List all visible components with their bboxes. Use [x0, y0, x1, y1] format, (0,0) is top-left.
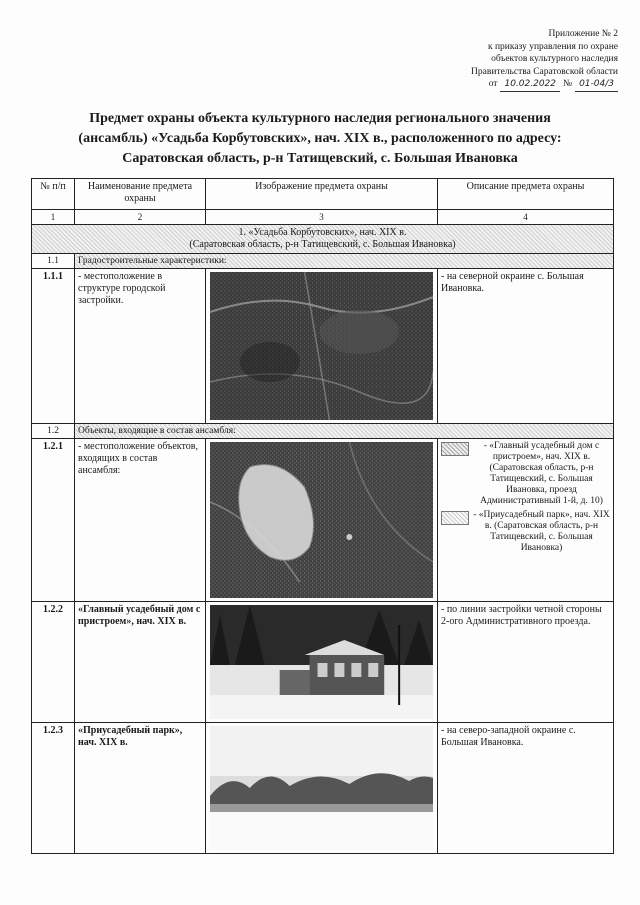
subsection-label: Объекты, входящие в состав ансамбля:: [75, 424, 614, 439]
order-date: 10.02.2022: [500, 78, 560, 92]
table-row: [32, 723, 614, 854]
col-number: 3: [206, 210, 438, 225]
subsection-num: 1.1: [32, 254, 75, 269]
row-name: «Главный усадебный дом с пристроем», нач. XIX в.: [75, 602, 206, 723]
appendix-line: Правительства Саратовской области: [471, 66, 618, 77]
order-date-number: [420, 78, 618, 92]
col-number: 1: [32, 210, 75, 225]
title-line: Саратовская область, р-н Татищевский, с. Большая Ивановка: [122, 151, 518, 166]
appendix-line: Приложение № 2: [548, 29, 618, 39]
header-desc: Описание предмета охраны: [438, 179, 614, 210]
section-line: (Саратовская область, р-н Татищевский, с. Большая Ивановка): [189, 239, 456, 250]
aerial-photo-image: [210, 272, 433, 420]
header-num: № п/п: [32, 179, 75, 210]
legend-swatch-house: [441, 442, 469, 456]
main-house-photo: [210, 605, 433, 719]
table-row: [32, 269, 614, 424]
subsection-row: [32, 424, 614, 439]
number-label: №: [563, 79, 573, 89]
subsection-row: [32, 254, 614, 269]
appendix-block: [420, 28, 618, 92]
legend-text: - «Главный усадебный дом с пристроем», нач. XIX в. (Саратовская область, р-н Татищевский, с. Большая Ивановка, проезд Административный 1-й, д. 10): [480, 441, 603, 506]
park-photo: [210, 726, 433, 850]
image-cell: [206, 269, 438, 424]
image-cell: [206, 602, 438, 723]
ensemble-map-photo: [210, 442, 433, 598]
document-title: [30, 109, 610, 169]
row-num: 1.1.1: [32, 269, 75, 424]
legend-cell: [438, 439, 614, 602]
section-row: [32, 225, 614, 254]
row-num: 1.2.2: [32, 602, 75, 723]
from-label: от: [488, 79, 498, 89]
image-cell: [206, 723, 438, 854]
row-num: 1.2.1: [32, 439, 75, 602]
header-name: Наименование предмета охраны: [75, 179, 206, 210]
subsection-label: Градостроительные характеристики:: [75, 254, 614, 269]
legend-text: - «Приусадебный парк», нач. XIX в. (Саратовская область, р-н Татищевский, с. Большая Ивановка): [473, 510, 610, 553]
image-cell: [206, 439, 438, 602]
main-house-image: [210, 605, 433, 719]
col-number: 2: [75, 210, 206, 225]
order-number: 01-04/3: [575, 78, 618, 92]
header-image: Изображение предмета охраны: [206, 179, 438, 210]
col-number: 4: [438, 210, 614, 225]
row-desc: - по линии застройки четной стороны 2-ого Административного проезда.: [438, 602, 614, 723]
title-line: Предмет охраны объекта культурного наследия регионального значения: [89, 111, 551, 126]
header-row: [32, 179, 614, 210]
appendix-line: объектов культурного наследия: [491, 54, 618, 64]
section-line: 1. «Усадьба Корбутовских», нач. XIX в.: [238, 227, 407, 238]
ensemble-map-image: [210, 442, 433, 598]
section-title: [32, 225, 614, 254]
legend-park: [441, 510, 610, 554]
row-name: - местоположение объектов, входящих в состав ансамбля:: [75, 439, 206, 602]
row-name: «Приусадебный парк», нач. XIX в.: [75, 723, 206, 854]
legend-main-house: [441, 441, 610, 507]
park-image: [210, 726, 433, 850]
appendix-line: к приказу управления по охране: [487, 41, 618, 52]
table-row: [32, 439, 614, 602]
column-number-row: [32, 210, 614, 225]
legend-swatch-park: [441, 511, 469, 525]
row-desc: - на северной окраине с. Большая Ивановка.: [438, 269, 614, 424]
table-row: [32, 602, 614, 723]
protection-table: [31, 178, 614, 854]
title-line: (ансамбль) «Усадьба Корбутовских», нач. XIX в., расположенного по адресу:: [78, 131, 562, 146]
aerial-photo-location: [210, 272, 433, 420]
row-name: - местоположение в структуре городской застройки.: [75, 269, 206, 424]
subsection-num: 1.2: [32, 424, 75, 439]
row-desc: - на северо-западной окраине с. Большая Ивановка.: [438, 723, 614, 854]
row-num: 1.2.3: [32, 723, 75, 854]
